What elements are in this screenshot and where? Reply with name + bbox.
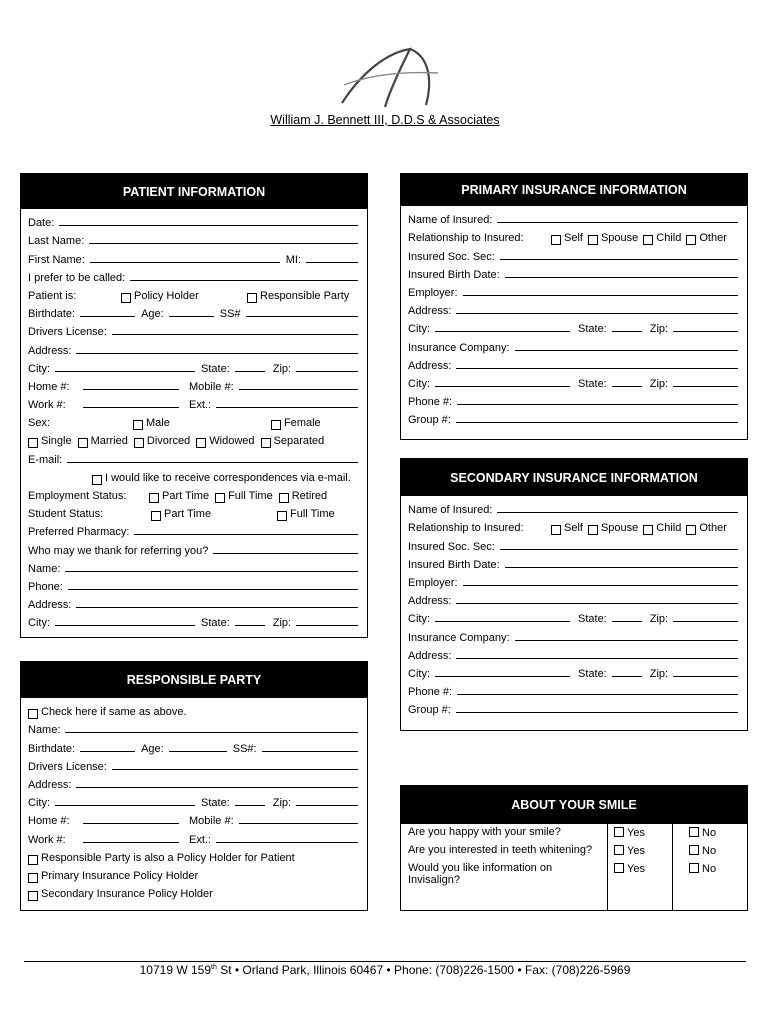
- si-ins-city-field[interactable]: [435, 676, 570, 677]
- rp-zip-label: Zip:: [272, 797, 292, 810]
- pi-group-label: Group #:: [408, 414, 451, 427]
- rp-ss-field[interactable]: [262, 751, 358, 752]
- si-state-label: State:: [578, 613, 607, 626]
- rp-secondary-holder-checkbox[interactable]: [28, 891, 38, 901]
- rp-home-label: Home #:: [28, 815, 70, 828]
- responsible-party-checkbox[interactable]: [247, 293, 257, 303]
- first-name-field[interactable]: [90, 262, 280, 263]
- single-checkbox[interactable]: [28, 438, 38, 448]
- pi-other-label: Other: [699, 232, 727, 245]
- married-label: Married: [90, 435, 128, 448]
- first-name-label: First Name:: [28, 253, 85, 266]
- last-name-field[interactable]: [89, 243, 358, 244]
- rp-drivers-license-field[interactable]: [112, 769, 358, 770]
- q2-yes-checkbox[interactable]: [614, 845, 624, 855]
- age-field[interactable]: [169, 316, 214, 317]
- rp-age-label: Age:: [141, 742, 164, 755]
- male-label: Male: [146, 417, 170, 430]
- secondary-insurance-panel: [400, 458, 748, 731]
- student-part-time-checkbox[interactable]: [151, 511, 161, 521]
- rp-birthdate-field[interactable]: [80, 751, 135, 752]
- rp-city-field[interactable]: [55, 805, 195, 806]
- rp-primary-holder-label: Primary Insurance Policy Holder: [41, 869, 199, 882]
- rp-zip-field[interactable]: [296, 805, 358, 806]
- pi-group-field[interactable]: [456, 422, 738, 423]
- pi-address-label: Address:: [408, 305, 452, 318]
- date-field[interactable]: [59, 225, 358, 226]
- q2-no-checkbox[interactable]: [689, 845, 699, 855]
- single-label: Single: [41, 435, 72, 448]
- si-address-field[interactable]: [456, 603, 738, 604]
- male-checkbox[interactable]: [133, 420, 143, 430]
- smile-q3-line1: Would you like information on: [408, 862, 553, 874]
- pi-child-checkbox[interactable]: [643, 235, 653, 245]
- q3-yes-label: Yes: [627, 863, 645, 875]
- pi-ins-zip-label: Zip:: [649, 377, 669, 390]
- si-zip-field[interactable]: [673, 621, 738, 622]
- prefer-field[interactable]: [130, 280, 358, 281]
- address-label: Address:: [28, 344, 72, 357]
- pi-phone-field[interactable]: [457, 404, 738, 405]
- rp-birthdate-label: Birthdate:: [28, 742, 76, 755]
- separated-checkbox[interactable]: [261, 438, 271, 448]
- si-soc-sec-label: Insured Soc. Sec:: [408, 540, 495, 553]
- smile-q3-line2: Invisalign?: [408, 874, 460, 886]
- state-field[interactable]: [235, 371, 265, 372]
- divorced-label: Divorced: [146, 435, 191, 448]
- referral-city-field[interactable]: [55, 625, 195, 626]
- referral-phone-label: Phone:: [28, 580, 63, 593]
- si-other-checkbox[interactable]: [686, 525, 696, 535]
- pi-state-field[interactable]: [612, 331, 642, 332]
- si-ins-company-field[interactable]: [515, 640, 739, 641]
- primary-insurance-panel: [400, 173, 748, 440]
- referral-zip-label: Zip:: [272, 617, 292, 630]
- q2-yes-label: Yes: [627, 845, 645, 857]
- email-field[interactable]: [67, 462, 358, 463]
- si-city-label: City:: [408, 613, 430, 626]
- ss-field[interactable]: [246, 316, 358, 317]
- rp-mobile-label: Mobile #:: [189, 815, 234, 828]
- smile-q1: Are you happy with your smile?: [408, 826, 561, 838]
- stylized-a-logo-icon: [330, 45, 440, 110]
- zip-label: Zip:: [272, 362, 292, 375]
- email-opt-label: I would like to receive correspondences via e-mail.: [105, 471, 351, 484]
- email-label: E-mail:: [28, 453, 63, 466]
- about-your-smile-header: ABOUT YOUR SMILE: [401, 786, 747, 824]
- si-child-label: Child: [656, 522, 682, 535]
- mi-field[interactable]: [306, 262, 358, 263]
- q2-no-label: No: [702, 845, 717, 857]
- practice-name: William J. Bennett III, D.D.S & Associates: [270, 113, 500, 127]
- rp-city-label: City:: [28, 797, 50, 810]
- si-relationship-label: Relationship to Insured:: [408, 522, 524, 535]
- email-opt-checkbox[interactable]: [92, 475, 102, 485]
- rp-policy-holder-checkbox[interactable]: [28, 855, 38, 865]
- widowed-label: Widowed: [209, 435, 255, 448]
- primary-insurance-header: PRIMARY INSURANCE INFORMATION: [401, 174, 747, 206]
- pi-birth-date-field[interactable]: [505, 277, 738, 278]
- footer-divider: [24, 961, 746, 962]
- rp-drivers-license-label: Drivers License:: [28, 760, 107, 773]
- si-birth-date-label: Insured Birth Date:: [408, 558, 500, 571]
- pi-ins-state-label: State:: [578, 377, 607, 390]
- q1-yes-checkbox[interactable]: [614, 827, 624, 837]
- pi-ins-city-field[interactable]: [435, 386, 570, 387]
- pharmacy-field[interactable]: [134, 534, 358, 535]
- responsible-party-panel: [20, 661, 368, 911]
- birthdate-label: Birthdate:: [28, 308, 76, 321]
- retired-label: Retired: [291, 490, 328, 502]
- state-label: State:: [201, 362, 230, 375]
- mi-label: MI:: [285, 253, 301, 266]
- divorced-checkbox[interactable]: [134, 438, 144, 448]
- rp-mobile-field[interactable]: [239, 823, 358, 824]
- referral-state-field[interactable]: [235, 625, 265, 626]
- referral-label: Who may we thank for referring you?: [28, 544, 209, 557]
- rp-work-field[interactable]: [83, 842, 179, 843]
- pi-ins-city-label: City:: [408, 377, 430, 390]
- rp-work-label: Work #:: [28, 833, 66, 846]
- responsible-party-header: RESPONSIBLE PARTY: [21, 662, 367, 698]
- birthdate-field[interactable]: [80, 316, 135, 317]
- employment-full-time-label: Full Time: [228, 490, 273, 502]
- pi-self-checkbox[interactable]: [551, 235, 561, 245]
- female-checkbox[interactable]: [271, 420, 281, 430]
- mobile-label: Mobile #:: [189, 380, 234, 393]
- rp-policy-holder-label: Responsible Party is also a Policy Holder for Patient: [41, 851, 295, 864]
- employment-part-time-label: Part Time: [162, 490, 210, 502]
- student-status-label: Student Status:: [28, 508, 104, 521]
- si-birth-date-field[interactable]: [505, 567, 738, 568]
- secondary-insurance-header: SECONDARY INSURANCE INFORMATION: [401, 459, 747, 496]
- q3-no-checkbox[interactable]: [689, 863, 699, 873]
- si-soc-sec-field[interactable]: [500, 549, 738, 550]
- si-phone-label: Phone #:: [408, 686, 453, 699]
- q1-yes-label: Yes: [627, 827, 645, 839]
- widowed-checkbox[interactable]: [196, 438, 206, 448]
- city-label: City:: [28, 362, 50, 375]
- pi-ins-zip-field[interactable]: [673, 386, 738, 387]
- pharmacy-label: Preferred Pharmacy:: [28, 526, 130, 539]
- q1-no-label: No: [702, 827, 717, 839]
- employment-part-time-checkbox[interactable]: [149, 493, 159, 503]
- work-field[interactable]: [83, 407, 179, 408]
- q3-no-label: No: [702, 863, 717, 875]
- pi-zip-label: Zip:: [649, 323, 669, 336]
- zip-field[interactable]: [296, 371, 358, 372]
- home-label: Home #:: [28, 380, 70, 393]
- si-ins-state-label: State:: [578, 667, 607, 680]
- last-name-label: Last Name:: [28, 235, 85, 248]
- si-name-insured-label: Name of Insured:: [408, 504, 493, 517]
- pi-city-label: City:: [408, 323, 430, 336]
- pi-employer-field[interactable]: [463, 295, 738, 296]
- date-label: Date:: [28, 217, 55, 230]
- pi-child-label: Child: [656, 232, 682, 245]
- pi-city-field[interactable]: [435, 331, 570, 332]
- si-ins-address-field[interactable]: [456, 658, 738, 659]
- rp-secondary-holder-label: Secondary Insurance Policy Holder: [41, 888, 213, 901]
- student-full-time-label: Full Time: [290, 508, 335, 521]
- retired-checkbox[interactable]: [279, 493, 289, 503]
- work-label: Work #:: [28, 399, 66, 412]
- rp-ext-label: Ext.:: [189, 833, 212, 846]
- student-part-time-label: Part Time: [164, 508, 212, 521]
- si-self-label: Self: [564, 522, 583, 535]
- rp-age-field[interactable]: [169, 751, 227, 752]
- referral-name-label: Name:: [28, 562, 61, 575]
- policy-holder-checkbox[interactable]: [121, 293, 131, 303]
- si-city-field[interactable]: [435, 621, 570, 622]
- pi-name-insured-field[interactable]: [497, 222, 738, 223]
- about-your-smile-panel: [400, 785, 748, 911]
- patient-is-label: Patient is:: [28, 289, 77, 302]
- q1-no-checkbox[interactable]: [689, 827, 699, 837]
- employment-full-time-checkbox[interactable]: [215, 493, 225, 503]
- pi-ins-address-field[interactable]: [456, 368, 738, 369]
- prefer-label: I prefer to be called:: [28, 271, 126, 284]
- student-full-time-checkbox[interactable]: [277, 511, 287, 521]
- rp-name-field[interactable]: [65, 732, 358, 733]
- si-ins-city-label: City:: [408, 667, 430, 680]
- referral-state-label: State:: [201, 617, 230, 630]
- si-name-insured-field[interactable]: [497, 512, 738, 513]
- si-employer-field[interactable]: [463, 585, 738, 586]
- same-as-above-label: Check here if same as above.: [41, 706, 187, 719]
- female-label: Female: [284, 417, 321, 430]
- sex-label: Sex:: [28, 417, 51, 430]
- responsible-party-label: Responsible Party: [260, 289, 350, 302]
- rp-address-label: Address:: [28, 778, 72, 791]
- city-field[interactable]: [55, 371, 195, 372]
- separated-label: Separated: [273, 435, 325, 448]
- pi-ins-company-field[interactable]: [515, 350, 739, 351]
- referral-zip-field[interactable]: [296, 625, 358, 626]
- home-field[interactable]: [83, 389, 179, 390]
- si-address-label: Address:: [408, 595, 452, 608]
- pi-state-label: State:: [578, 323, 607, 336]
- pi-spouse-checkbox[interactable]: [588, 235, 598, 245]
- si-employer-label: Employer:: [408, 576, 458, 589]
- same-as-above-checkbox[interactable]: [28, 709, 38, 719]
- si-spouse-label: Spouse: [600, 522, 639, 535]
- pi-phone-label: Phone #:: [408, 396, 453, 409]
- si-other-label: Other: [699, 522, 727, 535]
- si-group-field[interactable]: [456, 712, 738, 713]
- referral-field[interactable]: [213, 553, 358, 554]
- footer-address: 10719 W 159th St • Orland Park, Illinois 60467 • Phone: (708)226-1500 • Fax: (708)226-5969: [139, 963, 631, 977]
- pi-ins-company-label: Insurance Company:: [408, 341, 510, 354]
- pi-address-field[interactable]: [456, 313, 738, 314]
- drivers-license-label: Drivers License:: [28, 326, 107, 339]
- rp-ss-label: SS#:: [232, 742, 257, 755]
- si-ins-company-label: Insurance Company:: [408, 631, 510, 644]
- si-spouse-checkbox[interactable]: [588, 525, 598, 535]
- rp-home-field[interactable]: [83, 823, 179, 824]
- drivers-license-field[interactable]: [112, 334, 358, 335]
- si-phone-field[interactable]: [457, 694, 738, 695]
- pi-self-label: Self: [564, 232, 583, 245]
- rp-primary-holder-checkbox[interactable]: [28, 873, 38, 883]
- pi-zip-field[interactable]: [673, 331, 738, 332]
- pi-soc-sec-field[interactable]: [500, 259, 738, 260]
- smile-q2: Are you interested in teeth whitening?: [408, 844, 593, 856]
- rp-state-field[interactable]: [235, 805, 265, 806]
- employment-status-label: Employment Status:: [28, 490, 127, 502]
- rp-ext-field[interactable]: [216, 842, 358, 843]
- mobile-field[interactable]: [239, 389, 358, 390]
- pi-birth-date-label: Insured Birth Date:: [408, 268, 500, 281]
- referral-address-label: Address:: [28, 599, 72, 612]
- si-ins-address-label: Address:: [408, 649, 452, 662]
- rp-address-field[interactable]: [76, 787, 358, 788]
- address-field[interactable]: [76, 353, 358, 354]
- ext-field[interactable]: [216, 407, 358, 408]
- q3-yes-checkbox[interactable]: [614, 863, 624, 873]
- si-zip-label: Zip:: [649, 613, 669, 626]
- age-label: Age:: [141, 308, 164, 321]
- pi-ins-address-label: Address:: [408, 359, 452, 372]
- si-ins-zip-label: Zip:: [649, 667, 669, 680]
- si-ins-zip-field[interactable]: [673, 676, 738, 677]
- si-self-checkbox[interactable]: [551, 525, 561, 535]
- patient-information-header: PATIENT INFORMATION: [21, 174, 367, 209]
- policy-holder-label: Policy Holder: [134, 289, 199, 302]
- ss-label: SS#: [219, 308, 241, 321]
- rp-name-label: Name:: [28, 724, 61, 737]
- rp-state-label: State:: [201, 797, 230, 810]
- pi-relationship-label: Relationship to Insured:: [408, 232, 524, 245]
- referral-phone-field[interactable]: [68, 589, 358, 590]
- pi-soc-sec-label: Insured Soc. Sec:: [408, 250, 495, 263]
- si-child-checkbox[interactable]: [643, 525, 653, 535]
- referral-address-field[interactable]: [76, 607, 358, 608]
- married-checkbox[interactable]: [78, 438, 88, 448]
- si-group-label: Group #:: [408, 704, 451, 717]
- pi-ins-state-field[interactable]: [612, 386, 642, 387]
- referral-name-field[interactable]: [65, 571, 358, 572]
- ext-label: Ext.:: [189, 399, 212, 412]
- pi-spouse-label: Spouse: [600, 232, 639, 245]
- si-ins-state-field[interactable]: [612, 676, 642, 677]
- patient-information-panel: [20, 173, 368, 638]
- referral-city-label: City:: [28, 617, 50, 630]
- si-state-field[interactable]: [612, 621, 642, 622]
- pi-other-checkbox[interactable]: [686, 235, 696, 245]
- pi-employer-label: Employer:: [408, 286, 458, 299]
- pi-name-insured-label: Name of Insured:: [408, 214, 493, 227]
